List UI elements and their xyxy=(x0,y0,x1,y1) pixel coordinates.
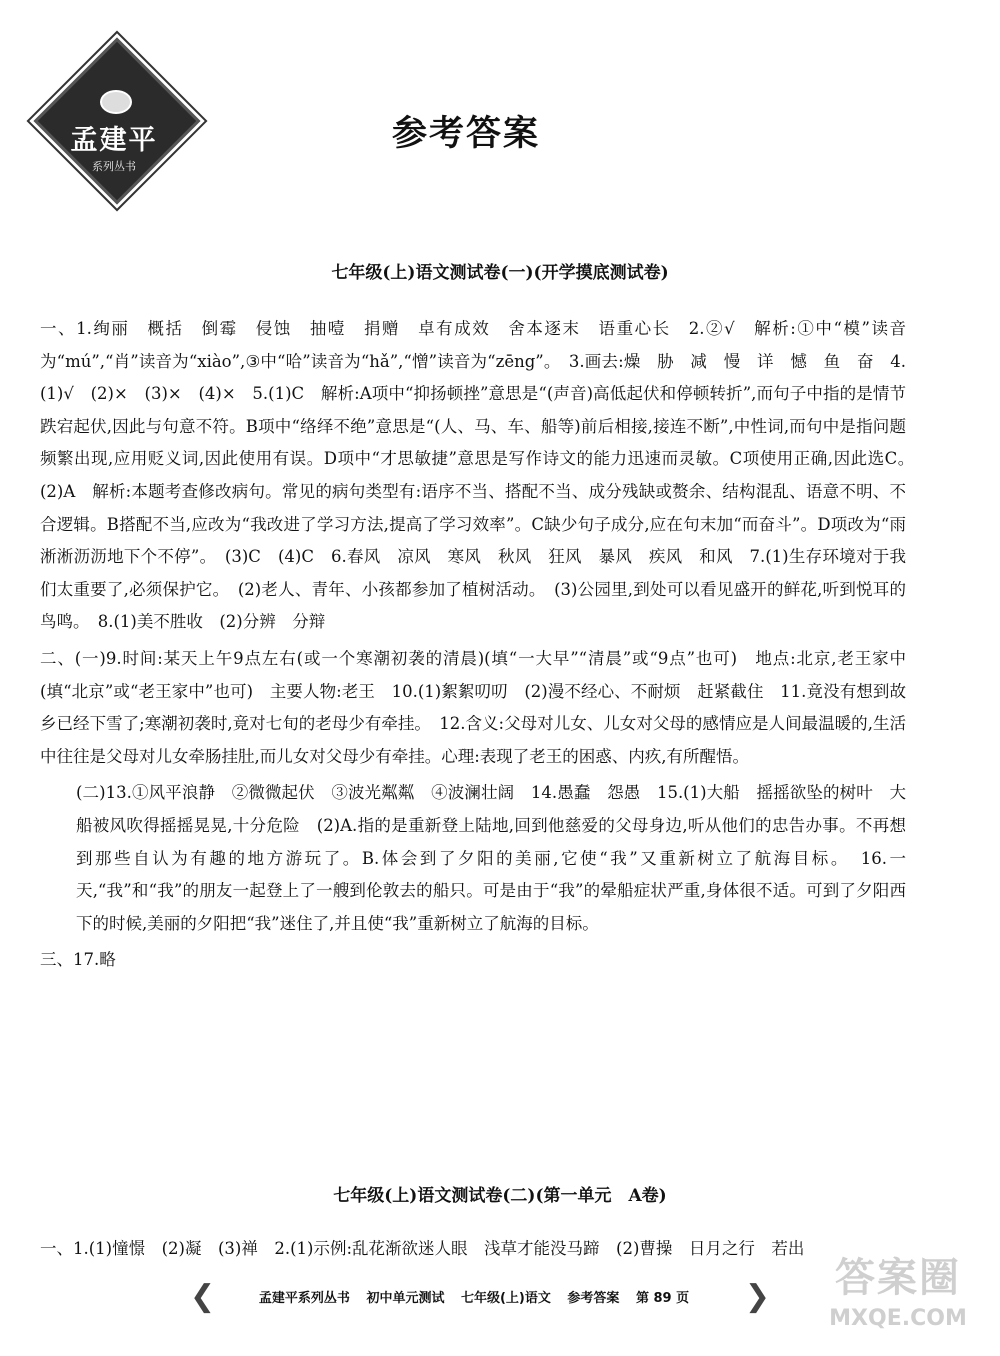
footer-page-number: 第 89 页 xyxy=(635,1291,690,1306)
section-2-title: 七年级(上)语文测试卷(二)(第一单元 A卷) xyxy=(333,1186,667,1206)
watermark xyxy=(798,1252,998,1352)
section-2-answers xyxy=(40,1233,906,1266)
page-title: 参考答案 xyxy=(391,113,540,154)
answer-part-1: 一、1.绚丽 概括 倒霉 侵蚀 抽噎 捐赠 卓有成效 舍本逐末 语重心长 2.②√ 解析:①中“模”读音为“mú”,“肖”读音为“xiào”,③中“哈”读音为“hǎ”,“憎”读音为“zēng”。 3.画去:燥 胁 减 慢 详 憾 鱼 奋 4.(1)√ (2)× (3)× (4)× 5.(1)C 解析:A项中“抑扬顿挫”意思是“(声音)高低起伏和停顿转折”,而句子中指的是情节跌宕起伏,因此与句意不符。B项中“络绎不绝”意思是“(人、马、车、船等)前后相接,接连不断”,中性词,而句中是指问题频繁出现,应用贬义词,因此使用有误。D项中“才思敏捷”意思是写作诗文的能力迅速而灵敏。C项使用正确,因此选C。 (2)A 解析:本题考查修改病句。常见的病句类型有:语序不当、搭配不当、成分残缺或赘余、结构混乱、语意不明、不合逻辑。B搭配不当,应改为“我改进了学习方法,提高了学习效率”。C缺少句子成分,应在句末加“而奋斗”。D项改为“雨淅淅沥沥地下个不停”。 (3)C (4)C 6.春风 凉风 寒风 秋风 狂风 暴风 疾风 和风 7.(1)生存环境对于我们太重要了,必须保护它。 (2)老人、青年、小孩都参加了植树活动。 (3)公园里,到处可以看见盛开的鲜花,听到悦耳的鸟鸣。 8.(1)美不胜收 (2)分辨 分辩 xyxy=(40,319,923,632)
watermark-logo-text: 答案圈 xyxy=(835,1255,961,1301)
footer-section: 参考答案 xyxy=(567,1291,620,1306)
answer-part-3: 三、17.略 xyxy=(40,950,116,970)
chevron-right-icon: ❯ xyxy=(744,1279,770,1314)
footer-grade: 七年级(上)语文 xyxy=(460,1291,551,1306)
logo-brand-text: 孟建平 xyxy=(70,125,158,156)
footer-series: 孟建平系列丛书 xyxy=(258,1291,350,1306)
section-1-answers xyxy=(40,313,923,977)
section-1-title: 七年级(上)语文测试卷(一)(开学摸底测试卷) xyxy=(331,263,669,283)
answer-part-2b: (二)13.①风平浪静 ②微微起伏 ③波光粼粼 ④波澜壮阔 14.愚蠢 怨愚 15.(1)大船 摇摇欲坠的树叶 大船被风吹得摇摇晃晃,十分危险 (2)A.指的是重新登上陆地,回到他慈爱的父母身边,听从他们的忠告办事。不再想到那些自认为有趣的地方游玩了。B.体会到了夕阳的美丽,它使“我”又重新树立了航海目标。 16.一天,“我”和“我”的朋友一起登上了一艘到伦敦去的船只。可是由于“我”的晕船症状严重,身体很不适。可到了夕阳西下的时候,美丽的夕阳把“我”迷住了,并且使“我”重新树立了航海的目标。 xyxy=(76,783,906,933)
chevron-left-icon: ❮ xyxy=(190,1279,216,1314)
page-footer xyxy=(180,1281,780,1313)
footer-book: 初中单元测试 xyxy=(366,1291,445,1306)
answer-part-1: 一、1.(1)憧憬 (2)凝 (3)禅 2.(1)示例:乱花渐欲迷人眼 浅草才能没马蹄 (2)曹操 日月之行 若出 xyxy=(40,1239,805,1258)
answer-part-2: 二、(一)9.时间:某天上午9点左右(或一个寒潮初袭的清晨)(填“一大早”“清晨”或“9点”也可) 地点:北京,老王家中(填“北京”或“老王家中”也可) 主要人物:老王 10.(1)絮絮叨叨 (2)漫不经心、不耐烦 赶紧截住 11.竟没有想到故乡已经下雪了;寒潮初袭时,竟对七旬的老母少有牵挂。 12.含义:父母对儿女、儿女对父母的感情应是人间最温暖的,生活中往往是父母对儿女牵肠挂肚,而儿女对父母少有牵挂。心理:表现了老王的困惑、内疚,有所醒悟。 xyxy=(40,648,906,766)
watermark-url: MXQE.COM xyxy=(829,1306,967,1331)
logo-series-text: 系列丛书 xyxy=(92,160,136,173)
footer-text xyxy=(230,1287,730,1306)
